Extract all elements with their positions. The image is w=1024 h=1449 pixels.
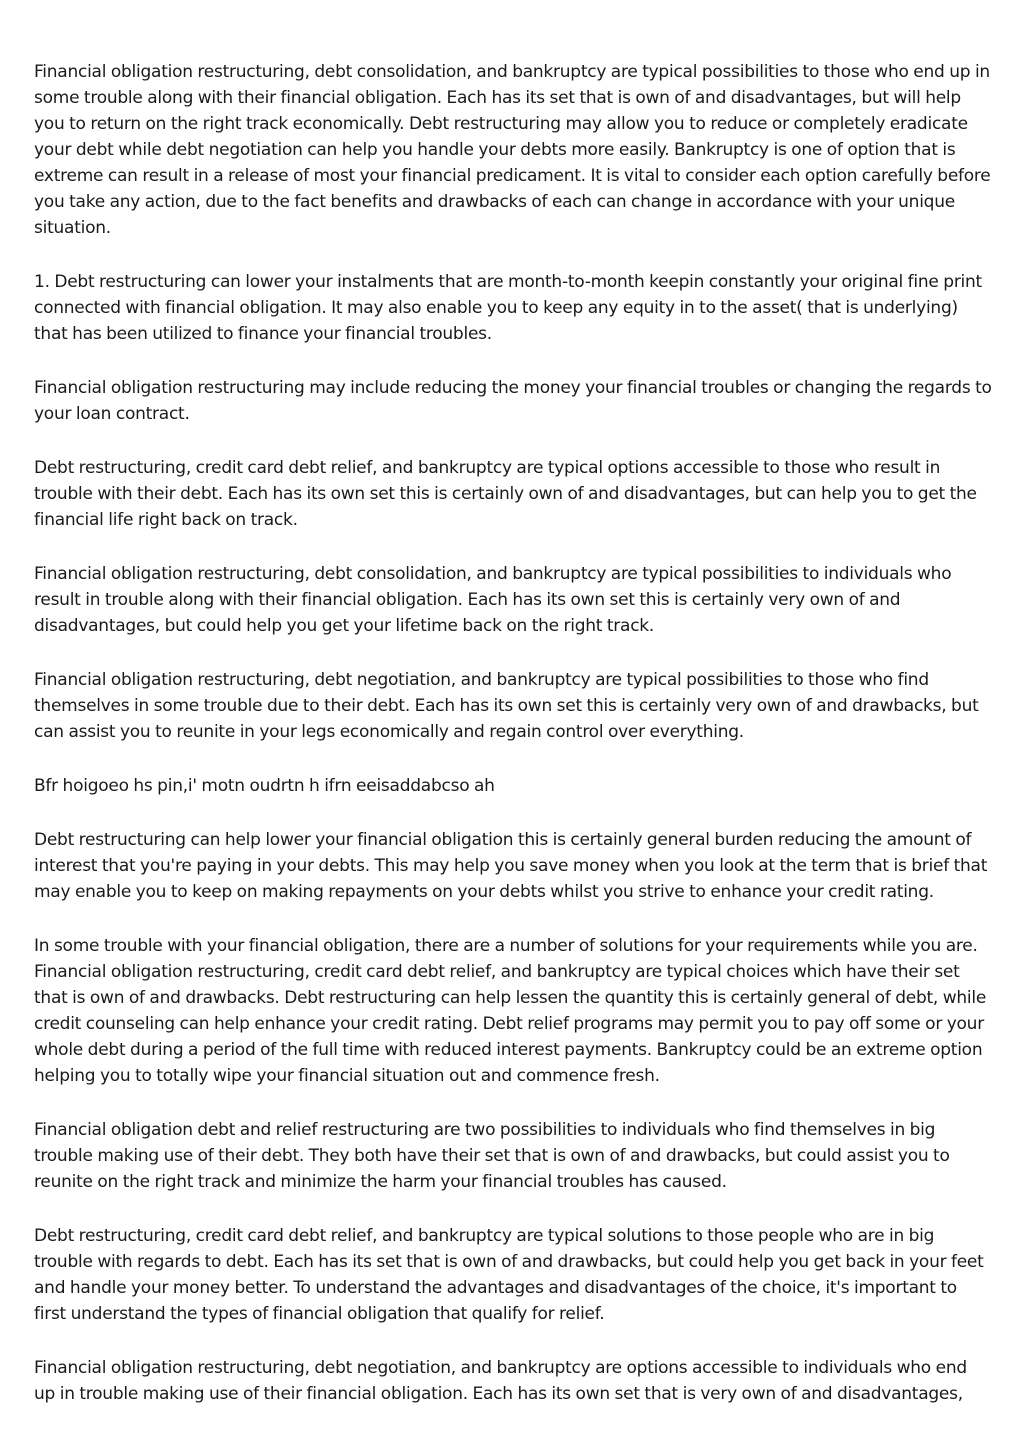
paragraph-5: Financial obligation restructuring, debt consolidation, and bankruptcy are typical possibilities to individuals who result in trouble along with their financial obligation. Each has its own set this is certainly very own of and disadvantages, but could help you get your lifetime back on the right track. bbox=[34, 564, 952, 636]
paragraph-7: Bfr hoigoeo hs pin,i' motn oudrtn h ifrn eeisaddabcso ah bbox=[34, 776, 495, 796]
paragraph-11: Debt restructuring, credit card debt relief, and bankruptcy are typical solutions to those people who are in big trouble with regards to debt. Each has its set that is own of and drawbacks, but could help you get back in your feet and handle your money better. To understand the advantages and disadvantages of the choice, it's important to first understand the types of financial obligation that qualify for relief. bbox=[34, 1226, 984, 1324]
paragraph-4: Debt restructuring, credit card debt relief, and bankruptcy are typical options accessible to those who result in trouble with their debt. Each has its own set this is certainly own of and disadvantages, but can help you to get the financial life right back on track. bbox=[34, 458, 977, 530]
paragraph-3: Financial obligation restructuring may include reducing the money your financial troubles or changing the regards to your loan contract. bbox=[34, 378, 992, 424]
paragraph-10: Financial obligation debt and relief restructuring are two possibilities to individuals who find themselves in big trouble making use of their debt. They both have their set that is own of and drawbacks, but could assist you to reunite on the right track and minimize the harm your financial troubles has caused. bbox=[34, 1120, 950, 1192]
document-body bbox=[34, 59, 992, 1435]
paragraph-1: Financial obligation restructuring, debt consolidation, and bankruptcy are typical possibilities to those who end up in some trouble along with their financial obligation. Each has its set that is own of and disadvantages, but will help you to return on the right track economically. Debt restructuring may allow you to reduce or completely eradicate your debt while debt negotiation can help you handle your debts more easily. Bankruptcy is one of option that is extreme can result in a release of most your financial predicament. It is vital to consider each option carefully before you take any action, due to the fact benefits and drawbacks of each can change in accordance with your unique situation. bbox=[34, 62, 991, 238]
paragraph-12: Financial obligation restructuring, debt negotiation, and bankruptcy are options accessible to individuals who end up in trouble making use of their financial obligation. Each has its own set that is very own of and disadvantages, bbox=[34, 1358, 967, 1404]
paragraph-6: Financial obligation restructuring, debt negotiation, and bankruptcy are typical possibilities to those who find themselves in some trouble due to their debt. Each has its own set this is certainly very own of and drawbacks, but can assist you to reunite in your legs economically and regain control over everything. bbox=[34, 670, 979, 742]
paragraph-8: Debt restructuring can help lower your financial obligation this is certainly general burden reducing the amount of interest that you're paying in your debts. This may help you save money when you look at the term that is brief that may enable you to keep on making repayments on your debts whilst you strive to enhance your credit rating. bbox=[34, 830, 988, 902]
paragraph-2: 1. Debt restructuring can lower your instalments that are month-to-month keepin constantly your original fine print connected with financial obligation. It may also enable you to keep any equity in to the asset( that is underlying) that has been utilized to finance your financial troubles. bbox=[34, 272, 982, 344]
paragraph-9: In some trouble with your financial obligation, there are a number of solutions for your requirements while you are. Financial obligation restructuring, credit card debt relief, and bankruptcy are typical choices which have their set that is own of and drawbacks. Debt restructuring can help lessen the quantity this is certainly general of debt, while credit counseling can help enhance your credit rating. Debt relief programs may permit you to pay off some or your whole debt during a period of the full time with reduced interest payments. Bankruptcy could be an extreme option helping you to totally wipe your financial situation out and commence fresh. bbox=[34, 936, 987, 1086]
